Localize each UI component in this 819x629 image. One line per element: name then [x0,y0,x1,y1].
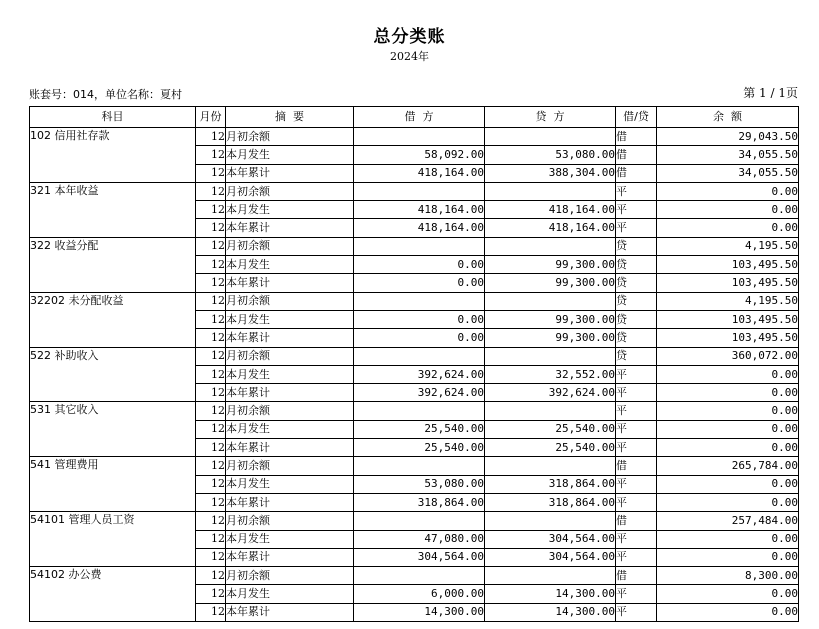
cell-month: 12 [196,585,226,603]
cell-summary: 本月发生 [226,475,354,493]
cell-balance: 0.00 [657,402,799,420]
cell-direction: 平 [616,548,657,566]
cell-debit: 0.00 [354,329,485,347]
cell-credit: 304,564.00 [485,530,616,548]
cell-direction: 借 [616,146,657,164]
col-header-subject: 科目 [30,107,196,128]
cell-balance: 8,300.00 [657,567,799,585]
cell-credit: 418,164.00 [485,219,616,237]
cell-month: 12 [196,310,226,328]
cell-balance: 0.00 [657,548,799,566]
cell-month: 12 [196,512,226,530]
cell-credit: 99,300.00 [485,329,616,347]
cell-balance: 257,484.00 [657,512,799,530]
cell-credit [485,128,616,146]
cell-debit [354,182,485,200]
cell-balance: 34,055.50 [657,146,799,164]
account-subject: 531 其它收入 [30,402,196,457]
cell-summary: 月初余额 [226,347,354,365]
cell-direction: 借 [616,164,657,182]
cell-balance: 360,072.00 [657,347,799,365]
ledger-body [30,128,799,622]
col-header-balance: 余 额 [657,107,799,128]
cell-debit: 47,080.00 [354,530,485,548]
cell-debit: 304,564.00 [354,548,485,566]
account-subject: 321 本年收益 [30,182,196,237]
col-header-credit: 贷 方 [485,107,616,128]
table-row [30,292,799,310]
cell-debit [354,347,485,365]
cell-summary: 本月发生 [226,201,354,219]
cell-balance: 0.00 [657,420,799,438]
cell-balance: 0.00 [657,475,799,493]
cell-month: 12 [196,365,226,383]
col-header-direction: 借/贷 [616,107,657,128]
cell-summary: 月初余额 [226,182,354,200]
cell-direction: 平 [616,420,657,438]
cell-debit: 0.00 [354,310,485,328]
table-row [30,128,799,146]
cell-balance: 0.00 [657,219,799,237]
cell-balance: 0.00 [657,384,799,402]
cell-summary: 月初余额 [226,512,354,530]
account-subject: 32202 未分配收益 [30,292,196,347]
cell-debit [354,567,485,585]
cell-direction: 平 [616,365,657,383]
cell-credit: 318,864.00 [485,493,616,511]
cell-credit: 318,864.00 [485,475,616,493]
cell-credit [485,237,616,255]
table-row [30,182,799,200]
cell-month: 12 [196,292,226,310]
account-subject: 322 收益分配 [30,237,196,292]
table-row [30,237,799,255]
cell-credit: 14,300.00 [485,603,616,621]
table-row [30,402,799,420]
cell-summary: 本年累计 [226,603,354,621]
cell-summary: 月初余额 [226,237,354,255]
account-subject: 541 管理费用 [30,457,196,512]
cell-month: 12 [196,201,226,219]
cell-balance: 0.00 [657,182,799,200]
cell-direction: 贷 [616,310,657,328]
cell-month: 12 [196,274,226,292]
cell-balance: 4,195.50 [657,237,799,255]
cell-direction: 借 [616,567,657,585]
page-info: 第 1 / 1页 [743,86,798,100]
cell-month: 12 [196,384,226,402]
cell-direction: 贷 [616,256,657,274]
cell-debit: 418,164.00 [354,219,485,237]
cell-month: 12 [196,329,226,347]
cell-debit [354,237,485,255]
cell-debit: 58,092.00 [354,146,485,164]
cell-credit [485,512,616,530]
cell-debit: 418,164.00 [354,201,485,219]
cell-debit: 318,864.00 [354,493,485,511]
cell-balance: 0.00 [657,365,799,383]
cell-credit [485,292,616,310]
cell-direction: 贷 [616,292,657,310]
cell-summary: 本年累计 [226,164,354,182]
cell-credit: 25,540.00 [485,420,616,438]
cell-direction: 平 [616,402,657,420]
cell-month: 12 [196,493,226,511]
col-header-debit: 借 方 [354,107,485,128]
cell-direction: 平 [616,219,657,237]
cell-month: 12 [196,128,226,146]
cell-credit [485,402,616,420]
cell-month: 12 [196,457,226,475]
cell-summary: 本年累计 [226,384,354,402]
cell-balance: 0.00 [657,585,799,603]
account-subject: 522 补助收入 [30,347,196,402]
cell-debit: 0.00 [354,256,485,274]
cell-direction: 平 [616,585,657,603]
cell-balance: 103,495.50 [657,329,799,347]
cell-debit: 392,624.00 [354,384,485,402]
cell-month: 12 [196,347,226,365]
cell-summary: 本年累计 [226,219,354,237]
cell-credit [485,347,616,365]
cell-summary: 本月发生 [226,310,354,328]
cell-debit: 392,624.00 [354,365,485,383]
cell-month: 12 [196,182,226,200]
cell-debit: 25,540.00 [354,420,485,438]
report-year: 2024年 [390,50,429,63]
cell-summary: 月初余额 [226,402,354,420]
cell-summary: 本年累计 [226,548,354,566]
cell-debit: 6,000.00 [354,585,485,603]
cell-summary: 月初余额 [226,567,354,585]
cell-credit: 418,164.00 [485,201,616,219]
cell-summary: 本年累计 [226,329,354,347]
cell-direction: 平 [616,384,657,402]
cell-debit [354,292,485,310]
cell-summary: 本年累计 [226,439,354,457]
col-header-summary: 摘 要 [226,107,354,128]
cell-direction: 借 [616,128,657,146]
cell-direction: 贷 [616,347,657,365]
cell-balance: 4,195.50 [657,292,799,310]
cell-balance: 103,495.50 [657,310,799,328]
cell-balance: 0.00 [657,439,799,457]
cell-direction: 平 [616,201,657,219]
cell-month: 12 [196,237,226,255]
cell-balance: 0.00 [657,493,799,511]
cell-direction: 平 [616,475,657,493]
account-info: 账套号：014，单位名称：夏村 [29,88,182,101]
cell-direction: 借 [616,512,657,530]
cell-debit [354,402,485,420]
table-header-row [30,107,799,128]
cell-credit: 388,304.00 [485,164,616,182]
cell-debit: 53,080.00 [354,475,485,493]
cell-credit [485,567,616,585]
cell-credit: 392,624.00 [485,384,616,402]
account-subject: 102 信用社存款 [30,128,196,183]
cell-direction: 借 [616,457,657,475]
table-row [30,457,799,475]
cell-credit: 14,300.00 [485,585,616,603]
cell-direction: 平 [616,493,657,511]
cell-direction: 平 [616,439,657,457]
cell-summary: 月初余额 [226,292,354,310]
cell-month: 12 [196,603,226,621]
cell-month: 12 [196,530,226,548]
table-row [30,567,799,585]
cell-credit: 304,564.00 [485,548,616,566]
cell-summary: 本月发生 [226,530,354,548]
cell-balance: 265,784.00 [657,457,799,475]
cell-month: 12 [196,567,226,585]
cell-debit: 0.00 [354,274,485,292]
report-title: 总分类账 [373,27,446,47]
cell-month: 12 [196,439,226,457]
cell-summary: 本年累计 [226,274,354,292]
general-ledger-table [29,106,799,622]
cell-summary: 本月发生 [226,146,354,164]
cell-month: 12 [196,420,226,438]
cell-month: 12 [196,475,226,493]
cell-summary: 本月发生 [226,365,354,383]
cell-direction: 贷 [616,237,657,255]
cell-balance: 0.00 [657,201,799,219]
cell-balance: 0.00 [657,603,799,621]
cell-month: 12 [196,146,226,164]
cell-balance: 34,055.50 [657,164,799,182]
col-header-month: 月份 [196,107,226,128]
cell-month: 12 [196,548,226,566]
cell-debit: 14,300.00 [354,603,485,621]
cell-credit: 25,540.00 [485,439,616,457]
cell-summary: 月初余额 [226,128,354,146]
cell-credit: 53,080.00 [485,146,616,164]
cell-direction: 贷 [616,329,657,347]
cell-debit: 418,164.00 [354,164,485,182]
cell-debit: 25,540.00 [354,439,485,457]
cell-summary: 本月发生 [226,420,354,438]
cell-balance: 103,495.50 [657,274,799,292]
account-subject: 54101 管理人员工资 [30,512,196,567]
cell-month: 12 [196,219,226,237]
cell-credit [485,457,616,475]
cell-balance: 29,043.50 [657,128,799,146]
table-row [30,347,799,365]
cell-summary: 本月发生 [226,256,354,274]
cell-debit [354,128,485,146]
cell-summary: 本年累计 [226,493,354,511]
cell-credit: 32,552.00 [485,365,616,383]
cell-direction: 平 [616,182,657,200]
cell-credit: 99,300.00 [485,256,616,274]
cell-direction: 平 [616,603,657,621]
cell-credit: 99,300.00 [485,274,616,292]
cell-balance: 0.00 [657,530,799,548]
cell-credit [485,182,616,200]
cell-direction: 贷 [616,274,657,292]
cell-summary: 本月发生 [226,585,354,603]
account-subject: 54102 办公费 [30,567,196,622]
cell-month: 12 [196,256,226,274]
cell-balance: 103,495.50 [657,256,799,274]
cell-month: 12 [196,402,226,420]
table-row [30,512,799,530]
cell-direction: 平 [616,530,657,548]
cell-month: 12 [196,164,226,182]
cell-summary: 月初余额 [226,457,354,475]
cell-debit [354,457,485,475]
cell-credit: 99,300.00 [485,310,616,328]
cell-debit [354,512,485,530]
